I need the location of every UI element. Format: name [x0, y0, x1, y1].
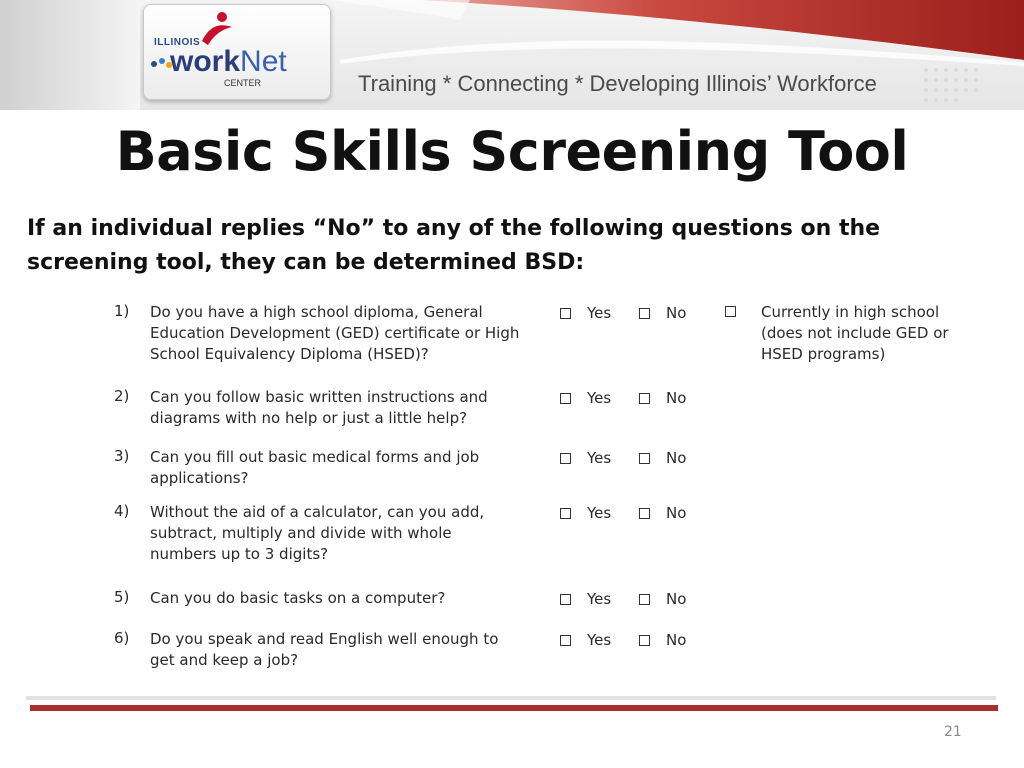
- footer-rule-red: [30, 705, 998, 711]
- yes-label: Yes: [587, 590, 612, 608]
- logo-center-text: CENTER: [224, 78, 262, 88]
- worknet-logo: [143, 4, 331, 100]
- yes-label: Yes: [587, 504, 612, 522]
- yes-checkbox[interactable]: [560, 635, 571, 646]
- no-option[interactable]: [639, 449, 686, 467]
- question-text: Do you speak and read English well enough to get and keep a job?: [150, 630, 499, 669]
- no-checkbox[interactable]: [639, 393, 650, 404]
- dots-grid-decoration: [920, 64, 1024, 108]
- question-number: 5): [114, 588, 130, 606]
- no-option[interactable]: [639, 389, 686, 407]
- no-option[interactable]: [639, 590, 686, 608]
- no-label: No: [666, 631, 687, 649]
- yes-label: Yes: [587, 304, 612, 322]
- yes-checkbox[interactable]: [560, 308, 571, 319]
- no-label: No: [666, 389, 687, 407]
- logo-illinois-text: ILLINOIS: [154, 37, 201, 48]
- no-checkbox[interactable]: [639, 453, 650, 464]
- yes-label: Yes: [587, 389, 612, 407]
- question-number: 3): [114, 447, 130, 465]
- no-option[interactable]: [639, 304, 686, 322]
- currently-in-high-school-option[interactable]: [725, 302, 961, 365]
- yes-label: Yes: [587, 631, 612, 649]
- question-number: 2): [114, 387, 130, 405]
- yes-option[interactable]: [560, 304, 611, 322]
- no-label: No: [666, 304, 687, 322]
- yes-checkbox[interactable]: [560, 594, 571, 605]
- no-checkbox[interactable]: [639, 508, 650, 519]
- question-number: 6): [114, 629, 130, 647]
- page-title: Basic Skills Screening Tool: [115, 120, 909, 183]
- logo-worknet-text: workNet: [170, 45, 287, 78]
- question-text: Can you follow basic written instructions and diagrams with no help or just a little help?: [150, 388, 488, 427]
- no-checkbox[interactable]: [639, 308, 650, 319]
- no-label: No: [666, 449, 687, 467]
- yes-checkbox[interactable]: [560, 393, 571, 404]
- yes-option[interactable]: [560, 631, 611, 649]
- yes-option[interactable]: [560, 389, 611, 407]
- question-text: Can you fill out basic medical forms and job applications?: [150, 448, 480, 487]
- question-text: Can you do basic tasks on a computer?: [150, 589, 446, 607]
- yes-label: Yes: [587, 449, 612, 467]
- no-option[interactable]: [639, 504, 686, 522]
- question-text: Without the aid of a calculator, can you add, subtract, multiply and divide with whole numbers up to 3 digits?: [150, 503, 485, 563]
- yes-checkbox[interactable]: [560, 508, 571, 519]
- intro-text: If an individual replies “No” to any of the following questions on the screening tool, they can be determined BSD:: [27, 216, 881, 275]
- no-checkbox[interactable]: [639, 594, 650, 605]
- footer-rule-grey: [26, 696, 996, 700]
- question-number: 4): [114, 502, 130, 520]
- no-label: No: [666, 504, 687, 522]
- currently-in-high-school-label: Currently in high school (does not include GED or HSED programs): [761, 303, 949, 363]
- question-text: Do you have a high school diploma, General Education Development (GED) certificate or High School Equivalency Diploma (HSED)?: [150, 303, 520, 363]
- header-tagline: Training * Connecting * Developing Illinois’ Workforce: [358, 71, 877, 96]
- no-checkbox[interactable]: [639, 635, 650, 646]
- question-number: 1): [114, 302, 130, 320]
- currently-in-high-school-checkbox[interactable]: [725, 306, 736, 317]
- page-number: 21: [944, 724, 962, 740]
- header-banner: [0, 0, 1024, 110]
- no-option[interactable]: [639, 631, 686, 649]
- no-label: No: [666, 590, 687, 608]
- yes-checkbox[interactable]: [560, 453, 571, 464]
- yes-option[interactable]: [560, 449, 611, 467]
- yes-option[interactable]: [560, 504, 611, 522]
- logo-figure-icon: [196, 11, 236, 47]
- yes-option[interactable]: [560, 590, 611, 608]
